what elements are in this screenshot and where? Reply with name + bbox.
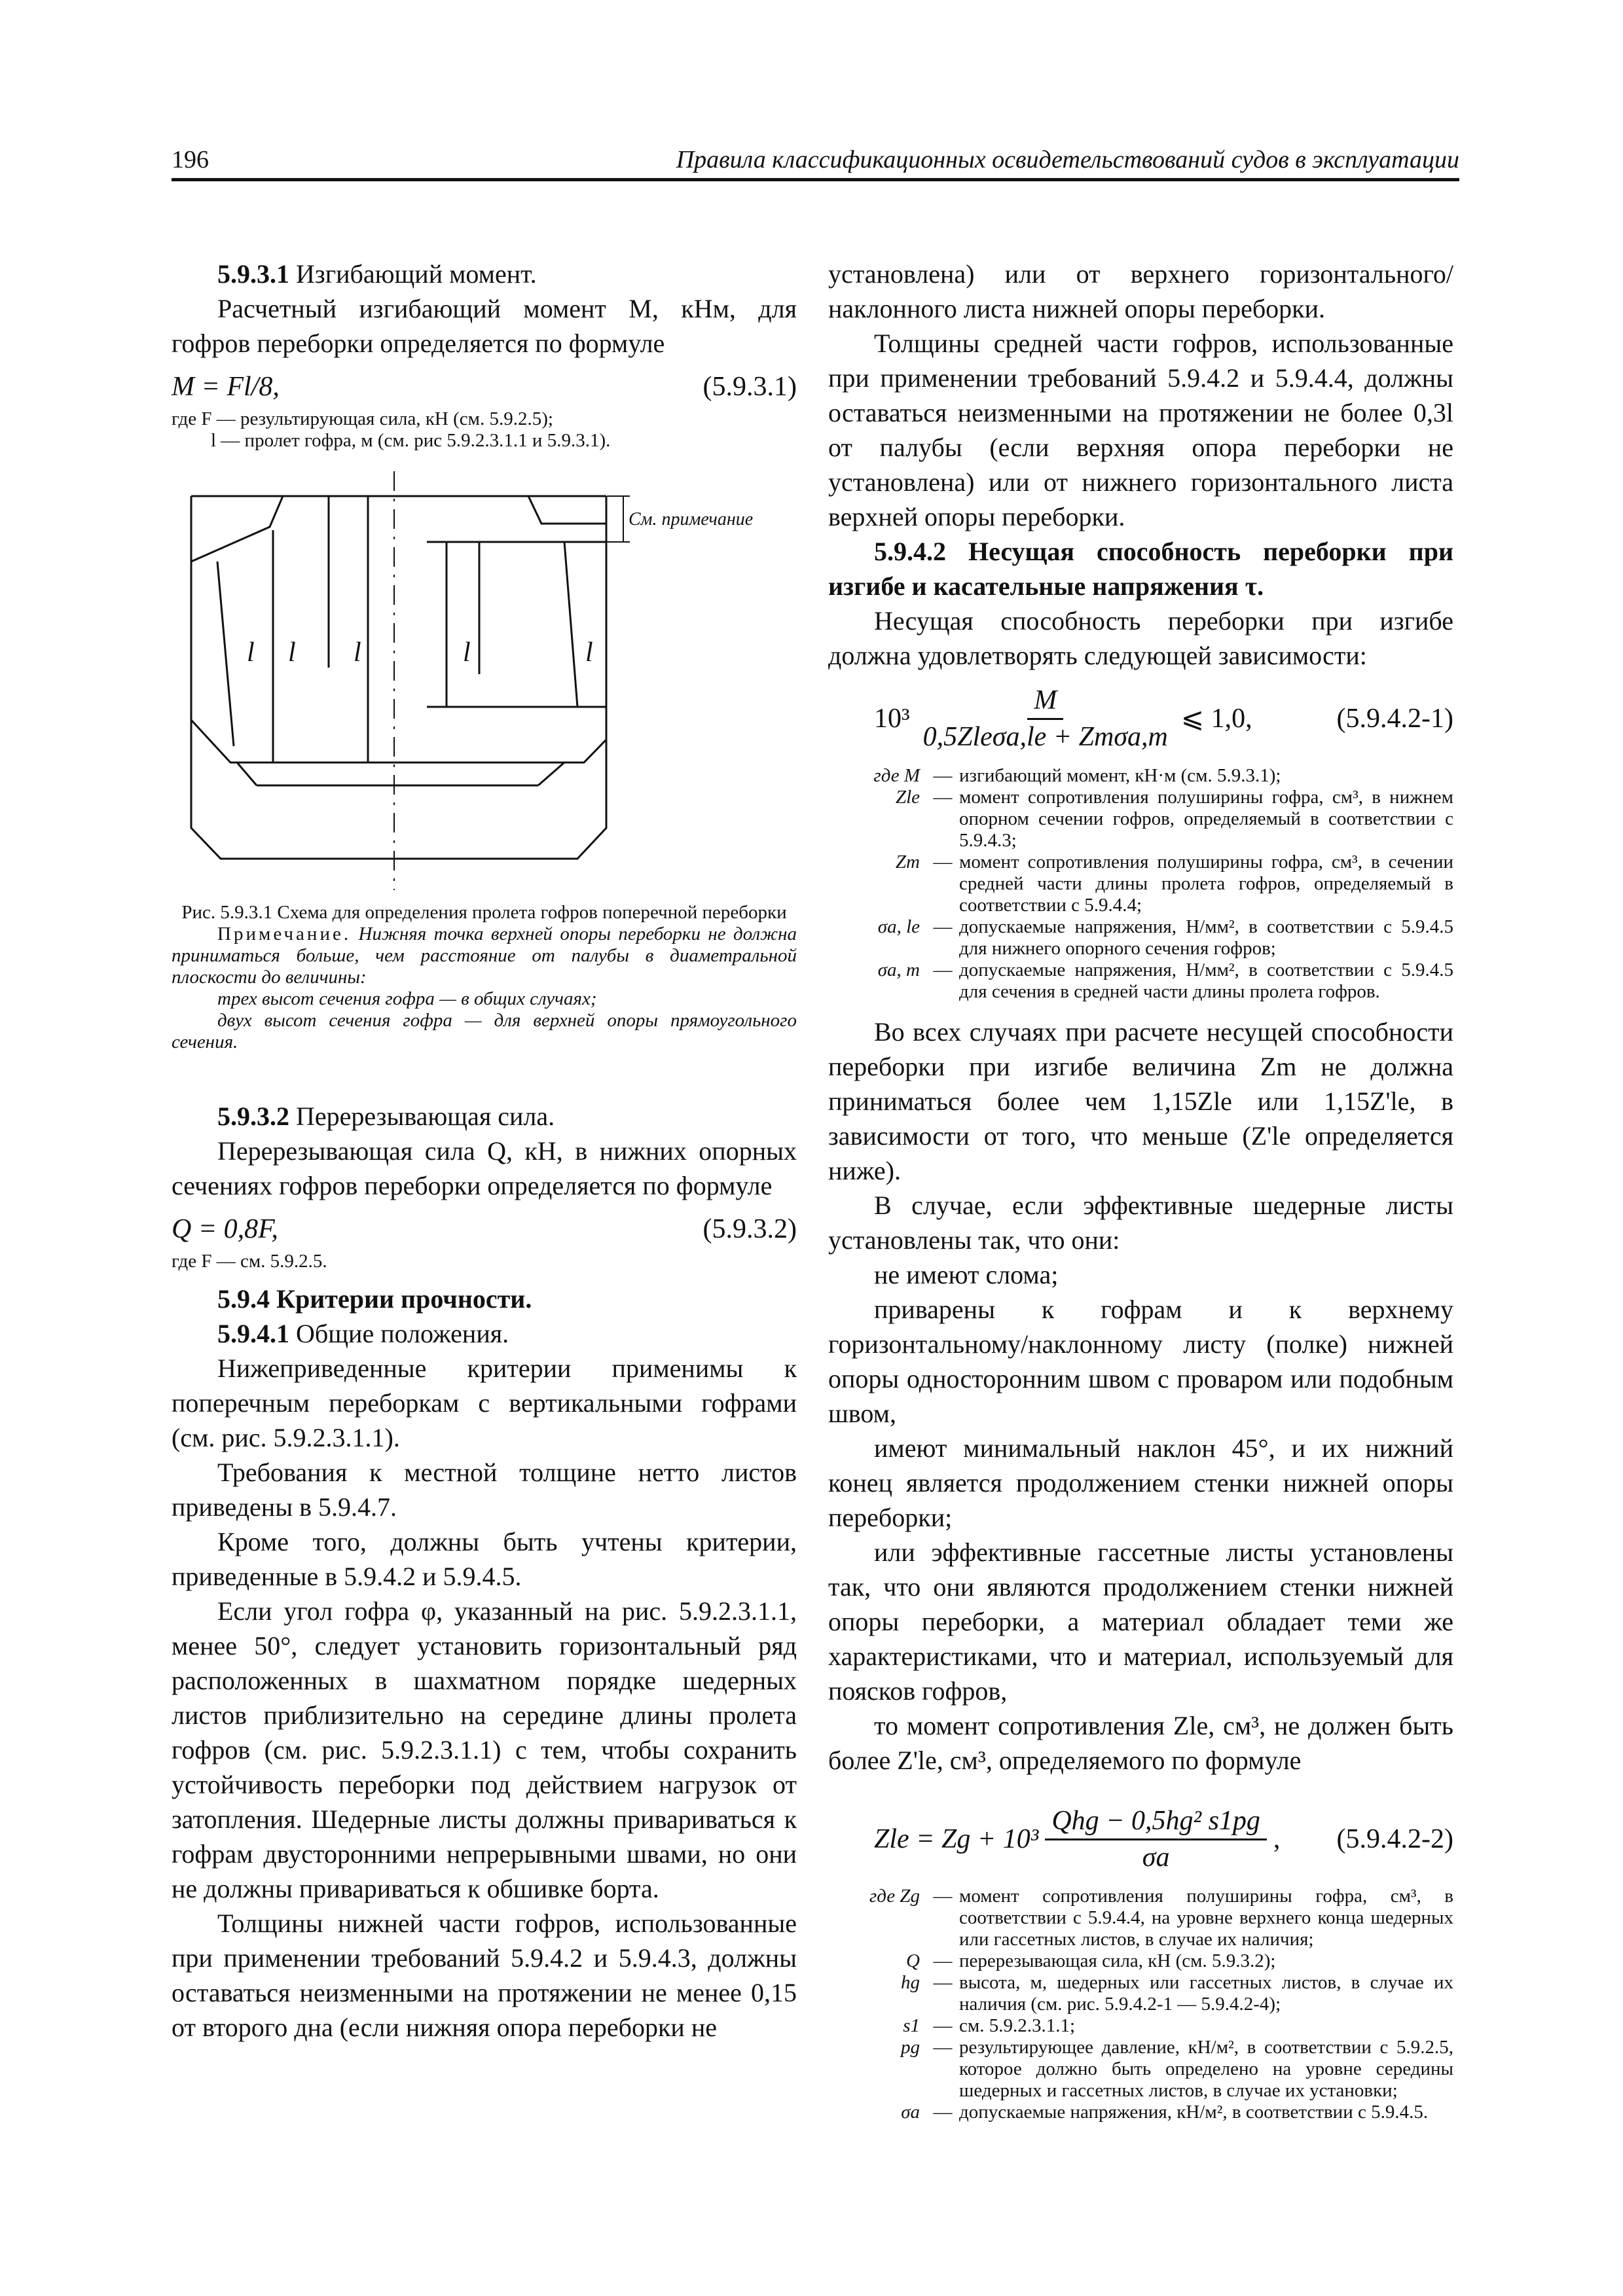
formula-5942-2: Zle = Zg + 10³ $\frac{\text{Qhg − 0,5hg² s1pg}}{\sigma a}$ , (5.9.4.2-2): [828, 1804, 1453, 1875]
heading-5941: 5.9.4.1 Общие положения.: [217, 1319, 509, 1348]
hull-outline: [191, 496, 606, 859]
where-block: где F — см. 5.9.2.5.: [172, 1251, 327, 1272]
page-number: 196: [172, 146, 209, 173]
paragraph: Перерезывающая сила Q, кН, в нижних опорных сечениях гофров переборки определяется по формуле: [172, 1136, 797, 1200]
span-label: l: [288, 637, 296, 668]
heading-5931: 5.9.3.1 Изгибающий момент.: [217, 259, 537, 289]
header-rule: [172, 178, 1459, 181]
formula-5942-1: 10³ $\frac{M}{\text{0,5Zleσa,le + Zmσa,m}}$ ⩽ 1,0, (5.9.4.2-1): [828, 683, 1453, 755]
right-column: [828, 257, 1453, 2123]
span-label: l: [247, 637, 255, 668]
paragraph: установлена) или от верхнего горизонтального/наклонного листа нижней опоры переборки.: [828, 259, 1453, 323]
paragraph: не имеют слома;: [874, 1260, 1059, 1289]
where-list-1: где M — изгибающий момент, кН·м (см. 5.9.3.1); Zle — момент сопротивления полуширины гофра, см³, в нижнем опорном сечении гофров, определяемый в соответствии с 5.9.4.3; Zm — момент сопротивления полуширины гофра, см³, в сечении средней части длины пролета гофров, определяемый в соответствии с 5.9.4.4; σa, le — допускаемые напряжения, Н/мм², в соответствии с 5.9.4.5 для нижнего опорного сечения гофров; σa, m — допускаемые напряжения, Н/мм², в соответствии с 5.9.4.5 для сечения в средней части длины пролета гофров.: [873, 765, 1453, 1002]
paragraph: Если угол гофра φ, указанный на рис. 5.9.2.3.1.1, менее 50°, следует установить горизонтальный ряд расположенных в шахматном порядке шедерных листов приблизительно на середине длины пролета гофров (см. рис. 5.9.2.3.1.1) с тем, чтобы сохранить устойчивость переборки под действием нагрузок от затопления. Шедерные листы должны привариваться к гофрам двусторонними непрерывными швами, но они не должны привариваться к обшивке борта.: [172, 1596, 797, 1903]
paragraph: имеют минимальный наклон 45°, и их нижний конец является продолжением стенки нижней опоры переборки;: [828, 1433, 1453, 1532]
paragraph: Кроме того, должны быть учтены критерии, приведенные в 5.9.4.2 и 5.9.4.5.: [172, 1527, 797, 1591]
paragraph: Толщины нижней части гофров, использованные при применении требований 5.9.4.2 и 5.9.4.3, должны оставаться неизменными на протяжении не менее 0,15 от второго дна (если нижняя опора переборки не: [172, 1909, 797, 2042]
upper-stool-left: [191, 496, 283, 562]
paragraph: Требования к местной толщине нетто листов приведены в 5.9.4.7.: [172, 1458, 797, 1522]
paragraph: Во всех случаях при расчете несущей способности переборки при изгибе величина Zm не должна приниматься более чем 1,15Zle или 1,15Z'le, в зависимости от того, что меньше (Z'le определяется ниже).: [828, 1017, 1453, 1185]
where-list-2: где Zg — момент сопротивления полуширины гофра, см³, в соответствии с 5.9.4.4, на уровне верхнего конца шедерных или гассетных листов, в случае их наличия; Q — перерезывающая сила, кН (см. 5.9.3.2); hg — высота, м, шедерных или гассетных листов, в случае их наличия (см. рис. 5.9.4.2-1 — 5.9.4.2-4); s1 — см. 5.9.2.3.1.1; pg — результирующее давление, кН/м², в соответствии с 5.9.2.5, которое должно быть определено на уровне середины шедерных и гассетных листов, в случае их установки; σa — допускаемые напряжения, кН/м², в соответствии с 5.9.4.5.: [869, 1886, 1453, 2123]
span-label: l: [585, 637, 593, 668]
paragraph: Толщины средней части гофров, использованные при применении требований 5.9.4.2 и 5.9.4.4, должны оставаться неизменными на протяжении не более 0,3l от палубы (если верхняя опора переборки не установлена) или от нижнего горизонтального листа верхней опоры переборки.: [828, 329, 1453, 531]
heading-5942: 5.9.4.2 Несущая способность переборки при изгибе и касательные напряжения τ.: [828, 537, 1453, 601]
paragraph: Расчетный изгибающий момент M, кНм, для гофров переборки определяется по формуле: [172, 294, 797, 358]
paragraph: В случае, если эффективные шедерные листы установлены так, что они:: [828, 1191, 1453, 1255]
figure-note: Примечание. Нижняя точка верхней опоры переборки не должна приниматься больше, чем расстояние от палубы в диаметральной плоскости до величины: трех высот сечения гофра — в общих случаях; двух высот сечения гофра — для верхней опоры прямоугольного сечения.: [172, 924, 797, 1052]
paragraph: то момент сопротивления Zle, см³, не должен быть более Z'le, см³, определяемого по формуле: [828, 1711, 1453, 1775]
paragraph: Несущая способность переборки при изгибе должна удовлетворять следующей зависимости:: [828, 606, 1453, 670]
paragraph: Нижеприведенные критерии применимы к поперечным переборкам с вертикальными гофрами (см. рис. 5.9.2.3.1.1).: [172, 1354, 797, 1452]
span-label: l: [354, 637, 361, 668]
left-column: [172, 257, 797, 2045]
see-note-label: См. примечание: [629, 509, 754, 529]
figure-caption: Рис. 5.9.3.1 Схема для определения пролета гофров поперечной переборки: [181, 902, 787, 923]
heading-5932: 5.9.3.2 Перерезывающая сила.: [217, 1102, 555, 1131]
paragraph: или эффективные гассетные листы установлены так, что они являются продолжением стенки нижней опоры переборки, а материал обладает теми же характеристиками, что и материал, используемый для поясков гофров,: [828, 1537, 1453, 1706]
running-header: Правила классификационных освидетельствований судов в эксплуатации: [676, 146, 1459, 173]
figure-5931: [172, 471, 797, 890]
formula-5931: M = Fl/8, (5.9.3.1): [172, 372, 797, 402]
formula-5932: Q = 0,8F, (5.9.3.2): [172, 1214, 797, 1244]
heading-594: 5.9.4 Критерии прочности.: [217, 1284, 532, 1314]
where-block: где F — результирующая сила, кН (см. 5.9.2.5); l — пролет гофра, м (см. рис 5.9.2.3.1.1 и 5.9.3.1).: [172, 408, 611, 451]
upper-stool-right: [528, 496, 606, 524]
lower-stool: [191, 720, 606, 762]
span-label: l: [463, 637, 471, 668]
paragraph: приварены к гофрам и к верхнему горизонтальному/наклонному листу (полке) нижней опоры односторонним швом с проваром или подобным швом,: [828, 1295, 1453, 1428]
